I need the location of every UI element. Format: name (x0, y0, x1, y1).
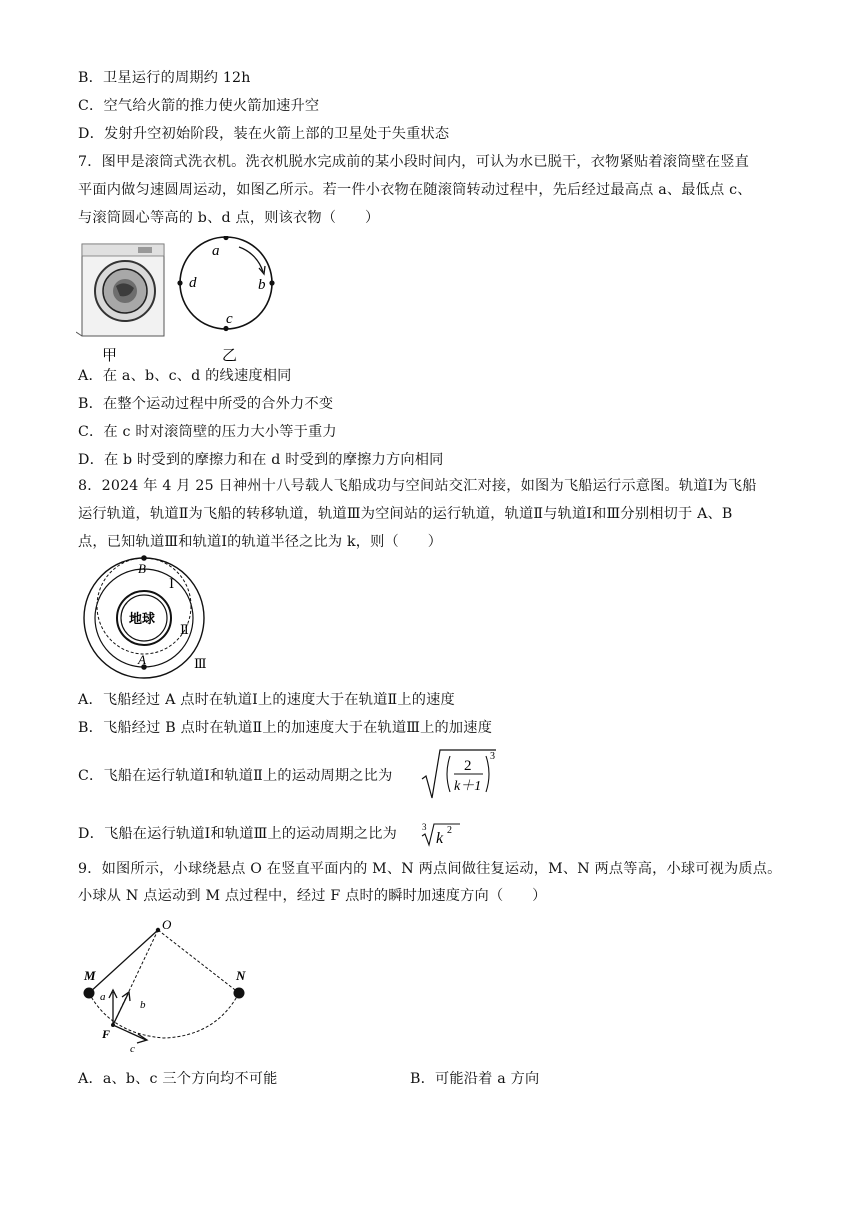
q7-option-b: B．在整个运动过程中所受的合外力不变 (78, 396, 334, 412)
q9-option-b: B．可能沿着 a 方向 (410, 1071, 540, 1087)
fraction-denominator: k＋1 (454, 779, 482, 794)
fraction-numerator: 2 (464, 758, 472, 774)
arrow-c-label: c (130, 1043, 135, 1055)
q7-option-d: D．在 b 时受到的摩擦力和在 d 时受到的摩擦力方向相同 (78, 452, 444, 468)
q8-stem-line-3: 点，已知轨道Ⅲ和轨道Ⅰ的轨道半径之比为 k，则（ ） (78, 534, 443, 550)
q8-option-c: C．飞船在运行轨道Ⅰ和轨道Ⅱ上的运动周期之比为 (78, 768, 393, 784)
point-d-label: d (189, 275, 197, 291)
q7-stem-line-1: 7．图甲是滚筒式洗衣机。洗衣机脱水完成前的某小段时间内，可认为水已脱干，衣物紧贴着滚筒壁在竖直 (78, 154, 750, 170)
q8-orbit-figure (76, 554, 216, 684)
q7-stem-line-2: 平面内做匀速圆周运动，如图乙所示。若一件小衣物在随滚筒转动过程中，先后经过最高点 a、最低点 c、 (78, 182, 752, 198)
arrow-a-label: a (100, 991, 106, 1003)
point-N-label: N (236, 968, 246, 983)
q8-option-d: D．飞船在运行轨道Ⅰ和轨道Ⅲ上的运动周期之比为 (78, 826, 398, 842)
fig-label-yi: 乙 (222, 348, 238, 364)
root-index: 3 (422, 822, 427, 832)
q9-stem-line-2: 小球从 N 点运动到 M 点过程中，经过 F 点时的瞬时加速度方向（ ） (78, 888, 547, 904)
drum-circle-diagram (177, 236, 274, 331)
earth-label: 地球 (129, 611, 156, 626)
q8-option-d-formula (420, 818, 464, 848)
radicand-exponent: 2 (447, 825, 452, 836)
point-O-label: O (162, 917, 172, 932)
q6-option-d: D．发射升空初始阶段，装在火箭上部的卫星处于失重状态 (78, 126, 450, 142)
q8-stem-line-2: 运行轨道，轨道Ⅱ为飞船的转移轨道，轨道Ⅲ为空间站的运行轨道，轨道Ⅱ与轨道Ⅰ和Ⅲ分别相切于 A、B (78, 506, 733, 522)
q8-stem-line-1: 8．2024 年 4 月 25 日神州十八号载人飞船成功与空间站交汇对接，如图为飞船运行示意图。轨道Ⅰ为飞船 (78, 478, 757, 494)
orbit-III-label: Ⅲ (194, 656, 207, 671)
exponent: 3 (490, 751, 495, 762)
q7-stem-line-3: 与滚筒圆心等高的 b、d 点，则该衣物（ ） (78, 210, 380, 226)
point-b-label: b (258, 277, 266, 293)
point-M-label: M (84, 968, 96, 983)
q7-figure (76, 236, 286, 364)
radicand: k (436, 830, 444, 847)
q8-option-a: A．飞船经过 A 点时在轨道Ⅰ上的速度大于在轨道Ⅱ上的速度 (78, 692, 455, 708)
point-a-label: a (212, 243, 220, 259)
q7-option-a: A．在 a、b、c、d 的线速度相同 (78, 368, 292, 384)
arrow-b-label: b (140, 999, 146, 1011)
point-B-label: B (138, 561, 146, 576)
q9-option-a: A．a、b、c 三个方向均不可能 (78, 1071, 278, 1087)
q6-option-c: C．空气给火箭的推力使火箭加速升空 (78, 98, 320, 114)
point-A-label: A (138, 652, 146, 667)
q8-option-b: B．飞船经过 B 点时在轨道Ⅱ上的加速度大于在轨道Ⅲ上的加速度 (78, 720, 493, 736)
orbit-II-label: Ⅱ (180, 622, 189, 637)
washing-machine-image (76, 244, 164, 336)
q9-pendulum-figure (76, 916, 266, 1056)
q8-option-c-formula (420, 746, 500, 804)
point-F-label: F (102, 1027, 111, 1041)
orbit-I-label: Ⅰ (169, 576, 175, 591)
q7-option-c: C．在 c 时对滚筒壁的压力大小等于重力 (78, 424, 337, 440)
point-c-label: c (226, 311, 233, 327)
q6-option-b: B．卫星运行的周期约 12h (78, 70, 251, 86)
q9-stem-line-1: 9．如图所示，小球绕悬点 O 在竖直平面内的 M、N 两点间做往复运动，M、N 两点等高，小球可视为质点。 (78, 861, 782, 877)
fig-label-jia: 甲 (102, 348, 118, 364)
